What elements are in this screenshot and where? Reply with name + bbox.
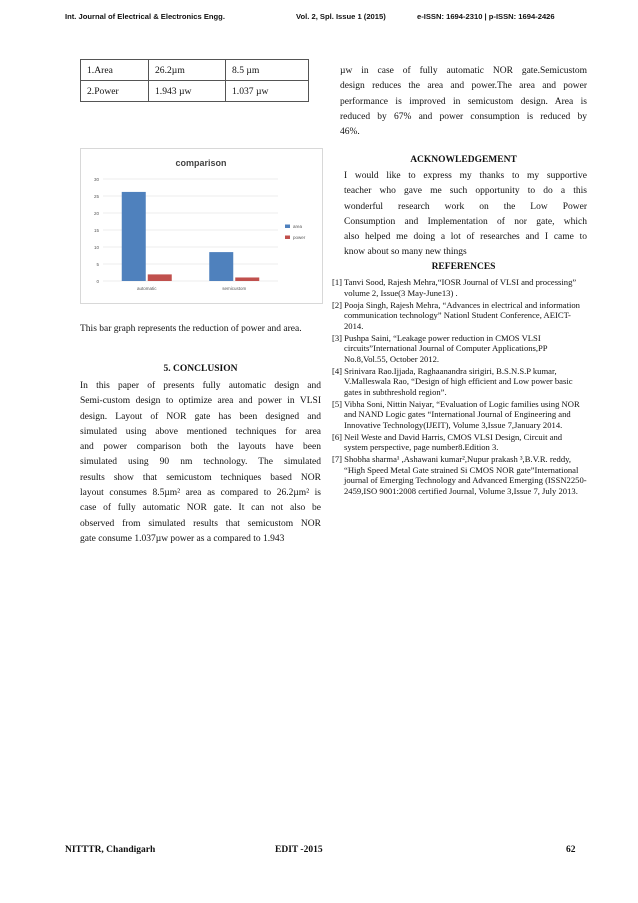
table-cell: 26.2µm	[149, 60, 226, 81]
footer-edition: EDIT -2015	[275, 845, 323, 855]
bar	[122, 192, 146, 281]
bar	[148, 274, 172, 281]
acknowledgement-heading: ACKNOWLEDGEMENT	[410, 155, 517, 165]
table-row	[81, 81, 309, 102]
legend-swatch	[285, 225, 290, 229]
footer-institution: NITTTR, Chandigarh	[65, 845, 156, 855]
text-line: Semi-custom design to optimize area and power in VLSI	[80, 396, 321, 407]
text-line: know about so many new things	[344, 247, 467, 258]
conclusion-heading: 5. CONCLUSION	[163, 364, 238, 374]
text-line: case of fully automatic NOR gate. It can not also be	[80, 503, 321, 514]
bar	[209, 252, 233, 281]
references-heading: REFERENCES	[431, 262, 496, 272]
y-tick-label: 30	[93, 177, 99, 182]
y-tick-label: 0	[96, 279, 99, 284]
reference-item: [5] Vibha Soni, Nittin Naiyar, “Evaluation of Logic families using NOR and NAND Logic gates “International Journal of Engineering and Innovative Technology(IJEIT), Volume 3,Issue 7,January 2014.	[332, 398, 580, 430]
y-tick-label: 25	[93, 194, 99, 199]
text-line: 46%.	[340, 127, 360, 138]
legend-label: power	[293, 235, 306, 240]
text-line: I would like to express my thanks to my supportive	[344, 171, 587, 181]
x-tick-label: automatic	[136, 286, 157, 291]
reference-item: [2] Pooja Singh, Rajesh Mehra, “Advances in electrical and information communication technology” Nationl Student Conference, AEICT-2014.	[332, 299, 580, 331]
text-line: layout consumes 8.5µm² area as compared to 26.2µm² is	[80, 488, 321, 499]
y-tick-label: 5	[96, 262, 99, 267]
text-line: gate consume 1.037µw power as a compared to 1.943	[80, 533, 285, 544]
text-line: results show that semicustom techniques based NOR	[80, 472, 321, 483]
y-tick-label: 15	[93, 228, 99, 233]
table-cell: 2.Power	[81, 81, 149, 102]
table-cell: 1.943 µw	[149, 81, 226, 102]
table-row	[81, 60, 309, 81]
x-tick-label: semicustom	[222, 286, 247, 291]
text-line: teacher who gave me such opportunity to do a this	[344, 186, 587, 197]
comparison-table	[80, 59, 309, 102]
reference-item: [7] Shobha sharma¹ ,Ashawani kumar²,Nupur prakash ³,B.V.R. reddy, “High Speed Metal Gate strained Si CMOS NOR gate”International journal of Emerging Technology and Advanced Emerging (ISSN2250-2459,ISO 9001:2008 certified Journal, Volume 3,Issue 7, July 2013.	[332, 454, 587, 496]
text-line: design. Layout of NOR gate has been designed and	[80, 411, 321, 422]
text-line: simulated using above mentioned techniques for area	[80, 426, 321, 437]
text-line: In this paper of presents fully automatic design and	[80, 381, 321, 391]
y-tick-label: 20	[93, 211, 99, 216]
reference-item: [4] Srinivara Rao.Ijjada, Raghaanandra sirigiri, B.S.N.S.P kumar, V.Malleswala Rao, “Design of high efficient and Low power basic gates in subthreshold region”.	[332, 365, 573, 397]
chart-title: comparison	[175, 158, 227, 168]
continued-text	[340, 64, 587, 140]
table-cell: 8.5 µm	[226, 60, 309, 81]
text-line: performance is improved in semicustom design. Area is	[340, 96, 587, 107]
text-line: also helped me doing a lot of researches and I came to	[344, 232, 587, 243]
text-line: observed from simulated results that semicustom NOR	[80, 518, 321, 529]
text-line: simulated using 90 nm technology. The simulated	[80, 457, 321, 468]
page-number: 62	[566, 845, 576, 855]
journal-name: Int. Journal of Electrical & Electronics Engg.	[65, 12, 225, 21]
text-line: reduced by 67% and power consumption is reduced by	[340, 111, 587, 122]
legend-swatch	[285, 236, 290, 240]
text-line: µw in case of fully automatic NOR gate.Semicustom	[340, 66, 587, 76]
references-list	[332, 277, 587, 498]
bar	[235, 277, 259, 281]
text-line: design reduces the area and power.The area and power	[340, 81, 587, 92]
text-line: and power comparison both the layouts have been	[80, 442, 321, 453]
y-tick-label: 10	[93, 245, 99, 250]
acknowledgement-text	[344, 169, 587, 261]
table-cell: 1.037 µw	[226, 81, 309, 102]
table-cell: 1.Area	[81, 60, 149, 81]
reference-item: [3] Pushpa Saini, “Leakage power reduction in CMOS VLSI circuits”International Journal of Computer Applications,PP No.8,Vol.55, October 2012.	[332, 332, 548, 364]
issn-info: e-ISSN: 1694-2310 | p-ISSN: 1694-2426	[417, 12, 555, 21]
reference-item: [1] Tanvi Sood, Rajesh Mehra,“IOSR Journal of VLSI and processing” volume 2, Issue(3 May-June13) .	[332, 277, 577, 298]
reference-item: [6] Neil Weste and David Harris, CMOS VLSI Design, Circuit and system perspective, page number8.Edition 3.	[332, 431, 563, 452]
comparison-chart	[80, 148, 323, 304]
figure-caption: This bar graph represents the reduction of power and area.	[80, 324, 302, 334]
chart-svg	[81, 149, 322, 303]
legend-label: area	[293, 224, 303, 229]
text-line: Consumption and Implementation of nor gate, which	[344, 216, 587, 227]
volume-info: Vol. 2, Spl. Issue 1 (2015)	[296, 12, 386, 21]
conclusion-text	[80, 379, 321, 547]
text-line: wonderful research work on the Low Power	[344, 201, 587, 212]
